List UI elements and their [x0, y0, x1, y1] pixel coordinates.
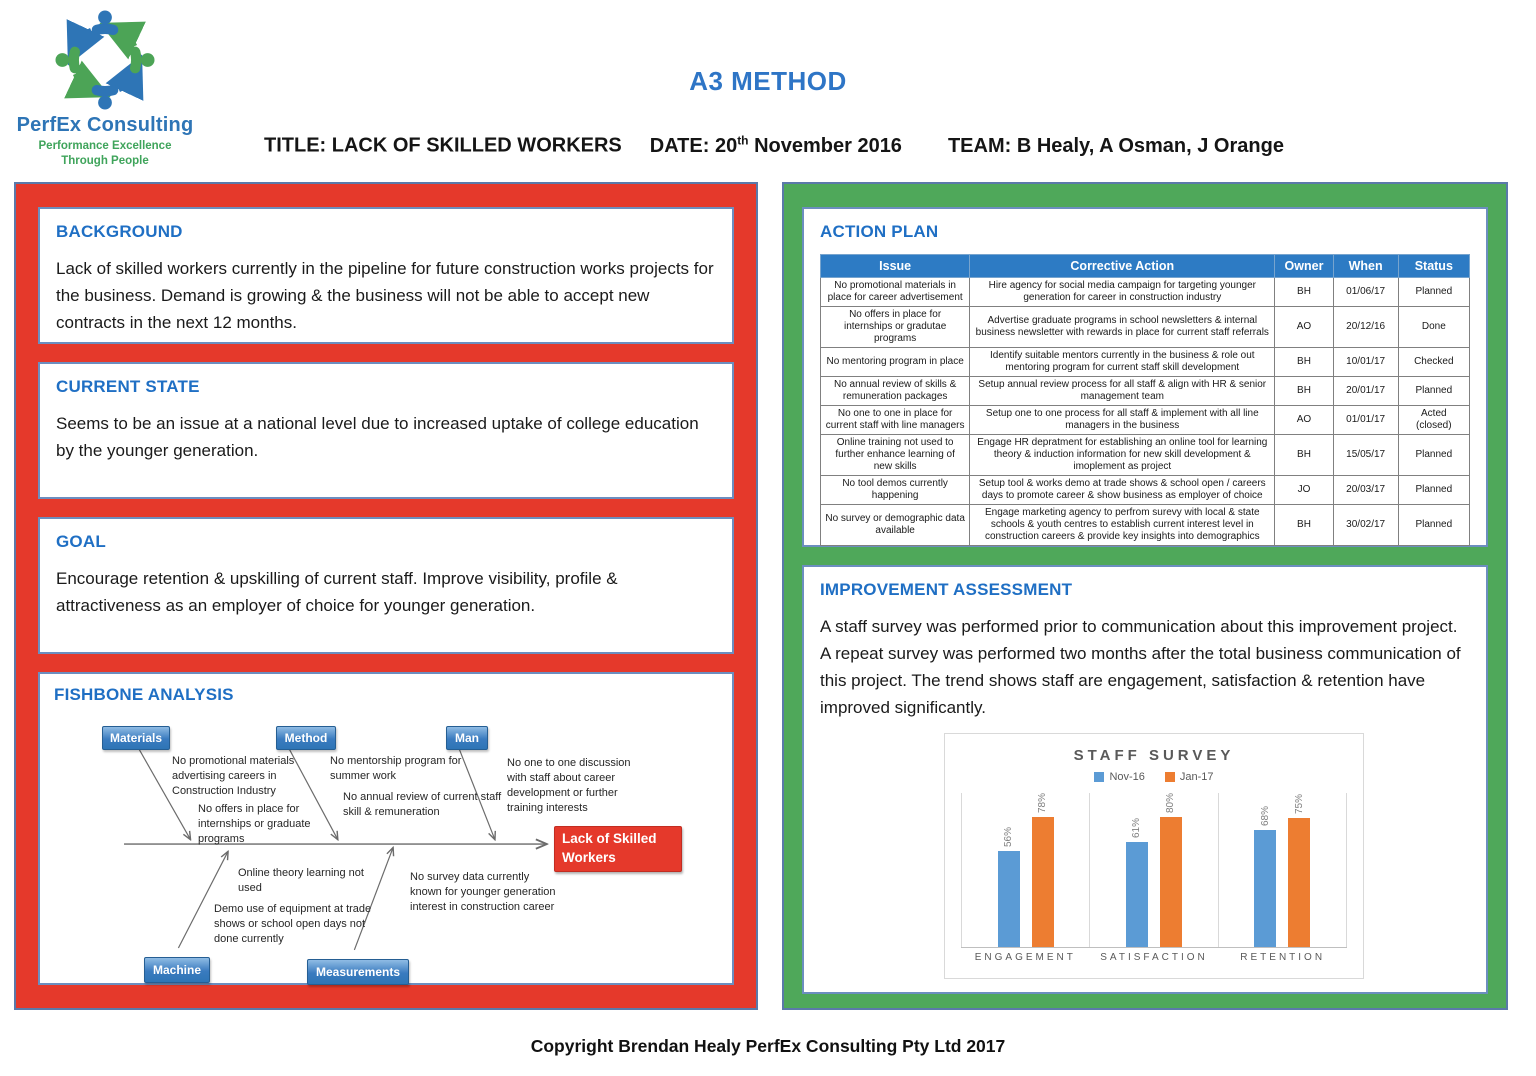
- chart-bar-group: [961, 793, 1089, 947]
- document-meta-line: [264, 133, 1284, 158]
- table-cell: Hire agency for social media campaign for targeting younger generation for career in construction industry: [970, 278, 1275, 307]
- table-cell: Advertise graduate programs in school newsletters & internal business newsletter with rewards in place for current staff referrals: [970, 307, 1275, 348]
- table-cell: BH: [1275, 377, 1333, 406]
- table-cell: No survey or demographic data available: [821, 505, 970, 546]
- fishbone-category-man: Man: [446, 726, 488, 750]
- table-cell: Setup one to one process for all staff & implement with all line managers in the business: [970, 406, 1275, 435]
- doc-team: TEAM: B Healy, A Osman, J Orange: [947, 134, 1284, 157]
- table-row: [821, 278, 1470, 307]
- section-fishbone: [38, 672, 734, 985]
- goal-body: Encourage retention & upskilling of current staff. Improve visibility, profile & attractiveness as an employer of choice for younger generation.: [56, 569, 618, 615]
- bar-nov-16: [1126, 842, 1148, 947]
- column-header: When: [1333, 255, 1398, 278]
- table-cell: Identify suitable mentors currently in the business & role out mentoring program for current staff skill development: [970, 348, 1275, 377]
- improvement-heading: IMPROVEMENT ASSESSMENT: [820, 580, 1073, 599]
- table-cell: No mentoring program in place: [821, 348, 970, 377]
- table-cell: 30/02/17: [1333, 505, 1398, 546]
- bar-nov-16: [1254, 830, 1276, 947]
- bar-value-label: 80%: [1165, 793, 1177, 814]
- table-cell: 10/01/17: [1333, 348, 1398, 377]
- table-cell: Engage marketing agency to perfrom surevy with local & state schools & youth centres to establish current interest level in construction careers & provide key insights into demographics: [970, 505, 1275, 546]
- table-cell: BH: [1275, 278, 1333, 307]
- table-cell: JO: [1275, 476, 1333, 505]
- table-cell: 20/03/17: [1333, 476, 1398, 505]
- logo-company-name: PerfEx Consulting: [16, 114, 194, 136]
- table-row: [821, 406, 1470, 435]
- legend-swatch: [1094, 772, 1104, 782]
- fishbone-category-method: Method: [276, 726, 336, 750]
- table-cell: No one to one in place for current staff with line managers: [821, 406, 970, 435]
- legend-item: Nov-16: [1094, 771, 1144, 783]
- column-header: Status: [1398, 255, 1469, 278]
- background-body: Lack of skilled workers currently in the pipeline for future construction works projects for the business. Demand is growing & the business will not be able to accept new contracts in the next 12 months.: [56, 259, 714, 332]
- fishbone-note-4: No annual review of current staff skill & remuneration: [343, 791, 502, 818]
- table-cell: Online training not used to further enhance learning of new skills: [821, 435, 970, 476]
- logo-tagline-1: Performance Excellence: [38, 140, 172, 152]
- bar-column: [1254, 793, 1276, 947]
- fishbone-note-5: No one to one discussion with staff about career development or further training interests: [507, 757, 631, 814]
- logo-tagline-2: Through People: [61, 155, 149, 167]
- fishbone-note-6: Online theory learning not used: [238, 867, 364, 894]
- current-state-heading: CURRENT STATE: [56, 377, 200, 396]
- column-header: Owner: [1275, 255, 1333, 278]
- right-panel: [782, 182, 1508, 1010]
- bar-value-label: 56%: [1003, 827, 1015, 848]
- table-cell: Planned: [1398, 278, 1469, 307]
- action-plan-table: [820, 254, 1470, 546]
- bar-value-label: 61%: [1131, 818, 1143, 839]
- bar-value-label: 68%: [1259, 806, 1271, 827]
- table-cell: AO: [1275, 307, 1333, 348]
- fishbone-note-2: No offers in place for internships or graduate programs: [198, 803, 311, 845]
- chart-bar-group: [1218, 793, 1347, 947]
- legend-item: Jan-17: [1165, 771, 1214, 783]
- fishbone-effect-box: Lack of Skilled Workers: [554, 826, 682, 872]
- section-goal: [38, 517, 734, 654]
- table-cell: 01/06/17: [1333, 278, 1398, 307]
- bar-column: [1126, 793, 1148, 947]
- table-cell: 01/01/17: [1333, 406, 1398, 435]
- table-cell: Planned: [1398, 476, 1469, 505]
- chart-category-axis: [961, 952, 1347, 963]
- table-row: [821, 505, 1470, 546]
- bar-value-label: 78%: [1037, 793, 1049, 814]
- table-cell: 20/01/17: [1333, 377, 1398, 406]
- table-row: [821, 377, 1470, 406]
- table-cell: 15/05/17: [1333, 435, 1398, 476]
- category-label: ENGAGEMENT: [974, 952, 1076, 964]
- table-cell: Planned: [1398, 435, 1469, 476]
- copyright-text: Copyright Brendan Healy PerfEx Consulting Pty Ltd 2017: [530, 1036, 1006, 1056]
- bar-column: [1032, 793, 1054, 947]
- column-header: Corrective Action: [970, 255, 1275, 278]
- table-row: [821, 476, 1470, 505]
- doc-title: TITLE: LACK OF SKILLED WORKERS: [264, 134, 622, 157]
- bar-value-label: 75%: [1293, 794, 1305, 815]
- section-improvement-assessment: [802, 565, 1488, 994]
- table-cell: Done: [1398, 307, 1469, 348]
- background-heading: BACKGROUND: [56, 222, 183, 241]
- fishbone-heading: FISHBONE ANALYSIS: [54, 685, 234, 704]
- fishbone-category-measurements: Measurements: [307, 959, 409, 985]
- table-cell: Setup annual review process for all staff & align with HR & senior management team: [970, 377, 1275, 406]
- chart-title: STAFF SURVEY: [1073, 747, 1235, 765]
- table-cell: No offers in place for internships or gradutae programs: [821, 307, 970, 348]
- table-cell: BH: [1275, 348, 1333, 377]
- table-cell: 20/12/16: [1333, 307, 1398, 348]
- table-cell: BH: [1275, 505, 1333, 546]
- fishbone-category-materials: Materials: [102, 726, 170, 750]
- column-header: Issue: [821, 255, 970, 278]
- action-plan-heading: ACTION PLAN: [820, 222, 939, 241]
- fishbone-category-machine: Machine: [144, 957, 210, 983]
- table-cell: No annual review of skills & remuneration packages: [821, 377, 970, 406]
- fishbone-note-8: No survey data currently known for younger generation interest in construction career: [410, 871, 556, 913]
- table-cell: AO: [1275, 406, 1333, 435]
- legend-swatch: [1165, 772, 1175, 782]
- fishbone-note-7: Demo use of equipment at trade shows or school open days not done currently: [214, 903, 372, 945]
- table-cell: Setup tool & works demo at trade shows & school open / careers days to promote career & show business as employer of choice: [970, 476, 1275, 505]
- bar-column: [1160, 793, 1182, 947]
- section-background: [38, 207, 734, 344]
- current-state-body: Seems to be an issue at a national level due to increased uptake of college education by the younger generation.: [56, 414, 699, 460]
- goal-heading: GOAL: [56, 532, 106, 551]
- left-panel: [14, 182, 758, 1010]
- page-title: A3 METHOD: [689, 66, 847, 96]
- bar-nov-16: [998, 851, 1020, 947]
- bar-column: [998, 793, 1020, 947]
- table-cell: BH: [1275, 435, 1333, 476]
- section-current-state: [38, 362, 734, 499]
- chart-legend: [945, 771, 1363, 783]
- chart-bar-group: [1089, 793, 1217, 947]
- section-action-plan: [802, 207, 1488, 547]
- table-row: [821, 435, 1470, 476]
- bar-jan-17: [1032, 817, 1054, 947]
- improvement-body: A staff survey was performed prior to communication about this improvement project. A repeat survey was performed two months after the total business communication of this project. The trend shows staff are engagement, satisfaction & retention have improved significantly.: [820, 617, 1461, 717]
- table-cell: Planned: [1398, 505, 1469, 546]
- table-row: [821, 348, 1470, 377]
- chart-plot-area: [961, 793, 1347, 948]
- category-label: SATISFACTION: [1100, 952, 1208, 964]
- table-cell: No tool demos currently happening: [821, 476, 970, 505]
- fishbone-note-1: No promotional materials advertising careers in Construction Industry: [172, 755, 295, 797]
- table-cell: Acted (closed): [1398, 406, 1469, 435]
- staff-survey-chart: [944, 733, 1364, 979]
- table-cell: Planned: [1398, 377, 1469, 406]
- category-label: RETENTION: [1240, 952, 1326, 964]
- table-cell: No promotional materials in place for career advertisement: [821, 278, 970, 307]
- table-cell: Engage HR depratment for establishing an online tool for learning theory & induction information for new skill development & imoplement as project: [970, 435, 1275, 476]
- table-row: [821, 307, 1470, 348]
- bar-column: [1288, 793, 1310, 947]
- table-cell: Checked: [1398, 348, 1469, 377]
- bar-jan-17: [1160, 817, 1182, 947]
- bar-jan-17: [1288, 818, 1310, 947]
- fishbone-note-3: No mentorship program for summer work: [330, 755, 462, 782]
- doc-date: DATE: 20th November 2016: [649, 133, 902, 157]
